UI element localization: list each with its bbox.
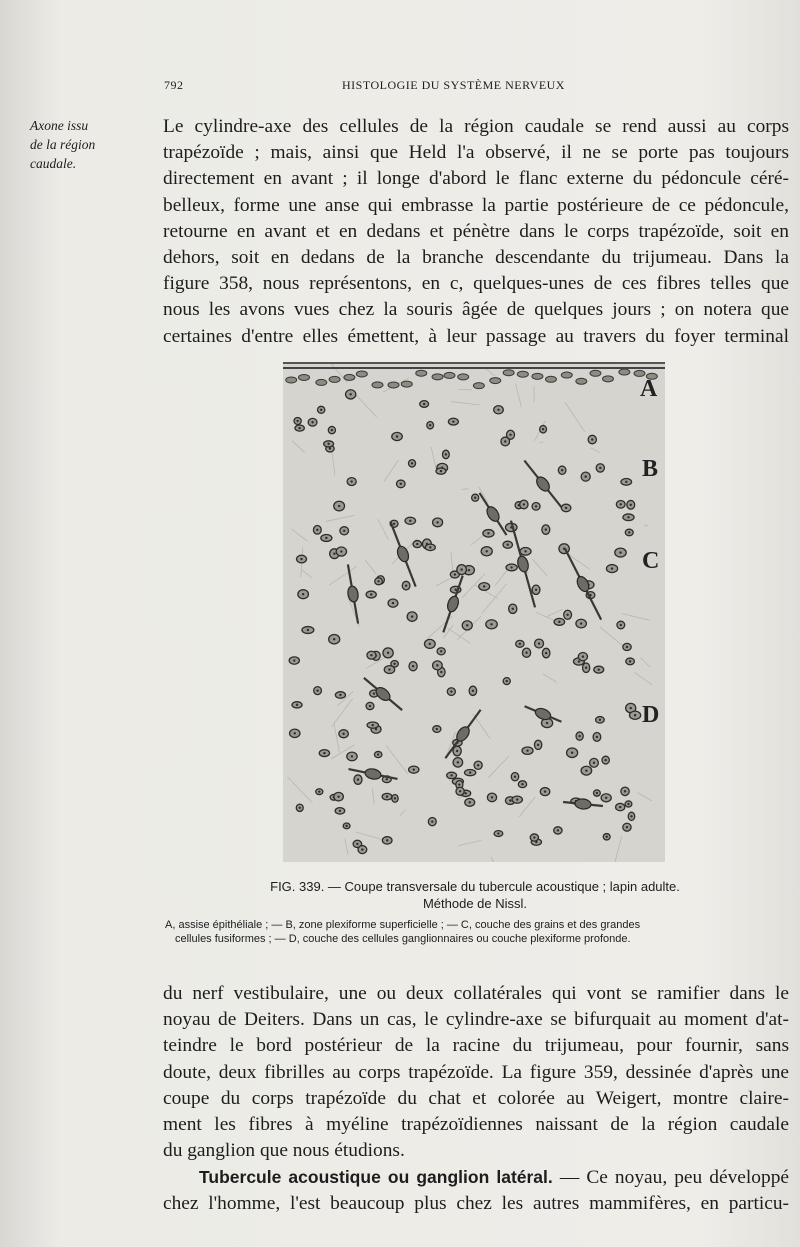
text-line: noyau de Deiters. Dans un cas, le cylindre-axe se bifurquait au moment d'at- [163,1009,789,1031]
running-head [160,78,780,98]
nucleolus [516,798,518,800]
caption-title-line: FIG. 339. — Coupe transversale du tubercule acoustique ; lapin adulte. [270,879,680,894]
nucleolus [431,820,433,822]
nucleolus [394,797,396,799]
nucleolus [318,790,320,792]
figure-legend [165,918,785,946]
fiber-stroke [332,451,335,476]
fusiform-cell [575,575,591,594]
fiber-stroke [495,569,508,586]
nucleolus [510,566,512,568]
nucleolus [460,568,462,570]
nucleolus [507,544,509,546]
nucleolus [370,654,372,656]
nucleolus [546,722,548,724]
nucleolus [311,421,313,423]
nucleolus [628,531,630,533]
nucleolus [436,521,438,523]
nucleolus [320,409,322,411]
nucleolus [307,629,309,631]
nucleolus [596,792,598,794]
nucleolus [298,427,300,429]
figure-label-c: C [642,548,660,574]
nucleolus [497,409,499,411]
nucleolus [630,707,632,709]
nucleolus [626,646,628,648]
nucleolus [533,836,535,838]
section-paragraph [163,1164,789,1217]
nucleolus [349,393,351,395]
legend-line: cellules fusiformes ; — D, couche des cellules ganglionnaires ou couche plexiforme profonde. [175,933,631,945]
fiber-stroke [291,529,307,541]
nucleolus [400,483,402,485]
epithelial-cell [356,371,367,377]
nucleolus [469,801,471,803]
nucleolus [373,692,375,694]
section-first-line [163,1164,789,1191]
nucleolus [491,796,493,798]
fiber-stroke [332,699,353,727]
fiber-stroke [543,674,557,682]
nucleolus [542,428,544,430]
legend-line: A, assise épithéliale ; — B, zone plexiforme superficielle ; — C, couche des grains et des grandes [165,919,641,931]
text-line: belleux, forme une anse qui embrasse la partie postérieure de ce pédoncule, [163,194,789,216]
nucleolus [459,790,461,792]
nucleolus [585,769,587,771]
nucleolus [535,505,537,507]
text-line: ment les fibres à myéline trapézoïdiennes naissant de la région caudale [163,1114,789,1136]
fiber-stroke [334,725,339,753]
fiber-stroke [345,839,348,855]
nucleolus [566,614,568,616]
nucleolus [316,689,318,691]
epithelial-cell [473,383,484,389]
nucleolus [561,469,563,471]
fusiform-cell [575,798,592,810]
nucleolus [578,660,580,662]
nucleolus [627,516,629,518]
nucleolus [544,790,546,792]
nucleolus [620,503,622,505]
nucleolus [387,652,389,654]
nucleolus [524,550,526,552]
nucleolus [316,529,318,531]
fusiform-cell [446,595,461,613]
nucleolus [514,775,516,777]
nucleolus [440,470,442,472]
nucleolus [393,663,395,665]
fiber-stroke [378,519,389,539]
fiber-stroke [637,792,652,800]
figure-label-b: B [642,456,659,482]
section-text: — Ce noyau, peu développé [552,1167,789,1188]
nucleolus [509,434,511,436]
fiber-stroke [600,627,625,647]
nucleolus [350,480,352,482]
fiber-stroke [386,746,408,774]
fiber-stroke [565,402,585,432]
nucleolus [629,660,631,662]
nucleolus [393,523,395,525]
fiber-stroke [547,609,563,617]
nucleolus [450,690,452,692]
text-line: doute, deux fibrilles au corps trapézoïde. La figure 359, dessinée d'après une [163,1061,789,1083]
text-line: nous les avons vues chez la souris âgée de quelques jours ; on notera que [163,299,789,321]
nucleolus [558,621,560,623]
nucleolus [506,680,508,682]
nucleolus [604,759,606,761]
nucleolus [490,623,492,625]
nucleolus [526,749,528,751]
fiber-stroke [329,567,356,586]
nucleolus [411,462,413,464]
nucleolus [605,797,607,799]
nucleolus [620,624,622,626]
epithelial-cell [372,382,383,388]
epithelial-cell [576,378,587,384]
epithelial-cell [416,370,427,376]
nucleolus [356,843,358,845]
nucleolus [525,651,527,653]
nucleolus [466,624,468,626]
figure-caption [165,878,785,912]
fiber-stroke [457,797,462,799]
epithelial-cell [444,372,455,378]
nucleolus [634,714,636,716]
fiber-stroke [458,389,471,390]
figure-label-d: D [642,702,660,728]
nucleolus [333,553,335,555]
margin-note-line: Axone issu [30,118,89,133]
nucleolus [372,724,374,726]
nucleolus [619,806,621,808]
nucleolus [504,440,506,442]
nucleolus [630,815,632,817]
nucleolus [519,643,521,645]
nucleolus [299,807,301,809]
text-line: certaines d'entre elles émettent, à leur passage au travers du foyer terminal [163,325,789,347]
nucleolus [474,497,476,499]
nucleolus [477,764,479,766]
text-line: directement en avant ; il longe d'abord le flanc externe du pédoncule céré- [163,168,789,190]
epithelial-cell [286,377,297,383]
nucleolus [454,573,456,575]
fiber-stroke [384,460,399,482]
nucleolus [357,778,359,780]
fusiform-cell [516,555,530,573]
text-line: chez l'homme, l'est beaucoup plus chez les autres mammifères, en particu- [163,1193,789,1215]
nucleolus [596,736,598,738]
text-line: Le cylindre-axe des cellules de la région caudale se rend aussi au corps [163,116,789,137]
paragraph-top [163,114,789,350]
nucleolus [377,580,379,582]
nucleolus [578,735,580,737]
fiber-stroke [591,448,600,453]
nucleolus [630,504,632,506]
nucleolus [405,584,407,586]
nucleolus [323,752,325,754]
fiber-stroke [458,841,481,846]
nucleolus [337,795,339,797]
fiber-stroke [355,832,385,840]
fiber-stroke [615,836,622,862]
epithelial-cell [545,376,556,382]
nucleolus [392,602,394,604]
fusiform-cell [347,585,360,602]
nucleolus [523,503,525,505]
nucleolus [300,558,302,560]
nucleolus [396,435,398,437]
nucleolus [436,728,438,730]
nucleolus [483,585,485,587]
fiber-stroke [301,569,312,578]
page-number: 792 [164,78,184,92]
nucleolus [545,528,547,530]
text-line: teindre le bord postérieur de la racine du trijumeau, pour fournir, sans [163,1035,789,1057]
nucleolus [486,550,488,552]
nucleolus [429,424,431,426]
nucleolus [293,659,295,661]
fiber-stroke [516,384,522,407]
epithelial-cell [532,373,543,379]
nucleolus [627,803,629,805]
nucleolus [338,505,340,507]
nucleolus [535,589,537,591]
nucleolus [296,420,298,422]
margin-note-line: caudale. [30,156,77,171]
epithelial-cell [619,369,630,375]
fiber-stroke [292,441,304,453]
header-title: HISTOLOGIE DU SYSTÈME NERVEUX [342,78,565,92]
text-line: figure 358, nous représentons, en c, quelques-unes de ces fibres telles que [163,273,789,295]
nucleolus [440,671,442,673]
nucleolus [331,429,333,431]
nucleolus [343,530,345,532]
fiber-stroke [491,857,499,862]
text-line: retourne en avant et en dedans et pénètre dans le corps trapézoïde, soit en [163,220,789,242]
paragraph-bottom [163,981,789,1164]
nucleolus [369,705,371,707]
epithelial-cell [344,374,355,380]
epithelial-cell [503,370,514,376]
nucleolus [302,593,304,595]
fiber-stroke [372,788,374,804]
caption-title-line: Méthode de Nissl. [422,896,528,911]
nucleolus [377,753,379,755]
nucleolus [468,569,470,571]
nucleolus [625,481,627,483]
fusiform-cell [364,768,382,781]
nucleolus [445,453,447,455]
nucleolus [412,665,414,667]
text-line: coupe du corps trapézoïde du chat et colorée au Weigert, montre claire- [163,1087,789,1109]
margin-note [30,116,158,173]
nucleolus [458,783,460,785]
nucleolus [294,732,296,734]
epithelial-cell [432,374,443,380]
nucleolus [340,550,342,552]
nucleolus [605,836,607,838]
nucleolus [413,768,415,770]
nucleolus [465,792,467,794]
nucleolus [624,790,626,792]
nucleolus [296,704,298,706]
nucleolus [339,694,341,696]
nucleolus [333,638,335,640]
fiber-stroke [622,614,650,621]
nucleolus [452,420,454,422]
nucleolus [619,551,621,553]
nucleolus [411,615,413,617]
fiber-stroke [488,756,509,777]
nucleolus [565,507,567,509]
epithelial-cell [401,381,412,387]
nucleolus [593,762,595,764]
nucleolus [598,668,600,670]
nucleolus [469,771,471,773]
epithelial-cell [590,370,601,376]
nucleolus [599,467,601,469]
nucleolus [497,832,499,834]
nucleolus [436,664,438,666]
nucleolus [457,761,459,763]
nucleolus [538,642,540,644]
fiber-stroke [540,442,544,443]
text-line: trapézoïde ; mais, ainsi que Held l'a observé, il ne se porte pas toujours [163,142,789,164]
nucleolus [325,537,327,539]
nucleolus [345,825,347,827]
fiber-stroke [365,560,376,574]
fiber-stroke [532,559,547,576]
nucleolus [611,567,613,569]
epithelial-cell [316,379,327,385]
nucleolus [626,826,628,828]
fiber-stroke [326,515,354,521]
fiber-stroke [635,672,652,684]
nucleolus [521,783,523,785]
nucleolus [429,546,431,548]
nucleolus [582,655,584,657]
epithelial-cell [458,374,469,380]
nucleolus [450,774,452,776]
nucleolus [386,795,388,797]
nucleolus [580,622,582,624]
nucleolus [545,652,547,654]
nucleolus [584,475,586,477]
nucleolus [599,719,601,721]
nucleolus [327,443,329,445]
fiber-stroke [451,402,479,405]
nucleolus [342,733,344,735]
nucleolus [388,668,390,670]
epithelial-cell [517,371,528,377]
nucleolus [386,839,388,841]
nucleolus [509,799,511,801]
nucleolus [472,690,474,692]
figure-label-a: A [640,376,658,402]
nucleolus [329,447,331,449]
epithelial-cell [490,378,501,384]
nucleolus [429,643,431,645]
epithelial-cell [388,382,399,388]
nucleolus [557,829,559,831]
margin-note-line: de la région [30,137,96,152]
nucleolus [386,778,388,780]
nucleolus [409,520,411,522]
nucleolus [370,593,372,595]
fiber-stroke [640,658,650,668]
nucleolus [537,744,539,746]
text-line: dehors, soit en dedans de la branche descendante du trijumeau. Dans la [163,247,789,269]
epithelial-cell [329,376,340,382]
fusiform-cell [484,505,501,524]
section-title: Tubercule acoustique ou ganglion latéral. [199,1167,553,1187]
fiber-stroke [462,489,468,490]
nucleolus [361,848,363,850]
text-line: du nerf vestibulaire, une ou deux collatérales qui vont se ramifier dans le [163,983,789,1004]
nucleolus [440,650,442,652]
fiber-stroke [287,777,312,803]
nucleolus [416,543,418,545]
histology-figure [283,362,665,862]
histology-drawing [283,364,665,862]
fiber-stroke [400,810,406,816]
nucleolus [339,810,341,812]
nucleolus [456,750,458,752]
nucleolus [351,755,353,757]
nucleolus [571,752,573,754]
epithelial-cell [298,374,309,380]
nucleolus [487,532,489,534]
text-line: du ganglion que nous étudions. [163,1140,405,1162]
nucleolus [591,438,593,440]
nucleolus [585,667,587,669]
epithelial-cell [561,372,572,378]
epithelial-cell [603,376,614,382]
nucleolus [512,608,514,610]
nucleolus [423,403,425,405]
